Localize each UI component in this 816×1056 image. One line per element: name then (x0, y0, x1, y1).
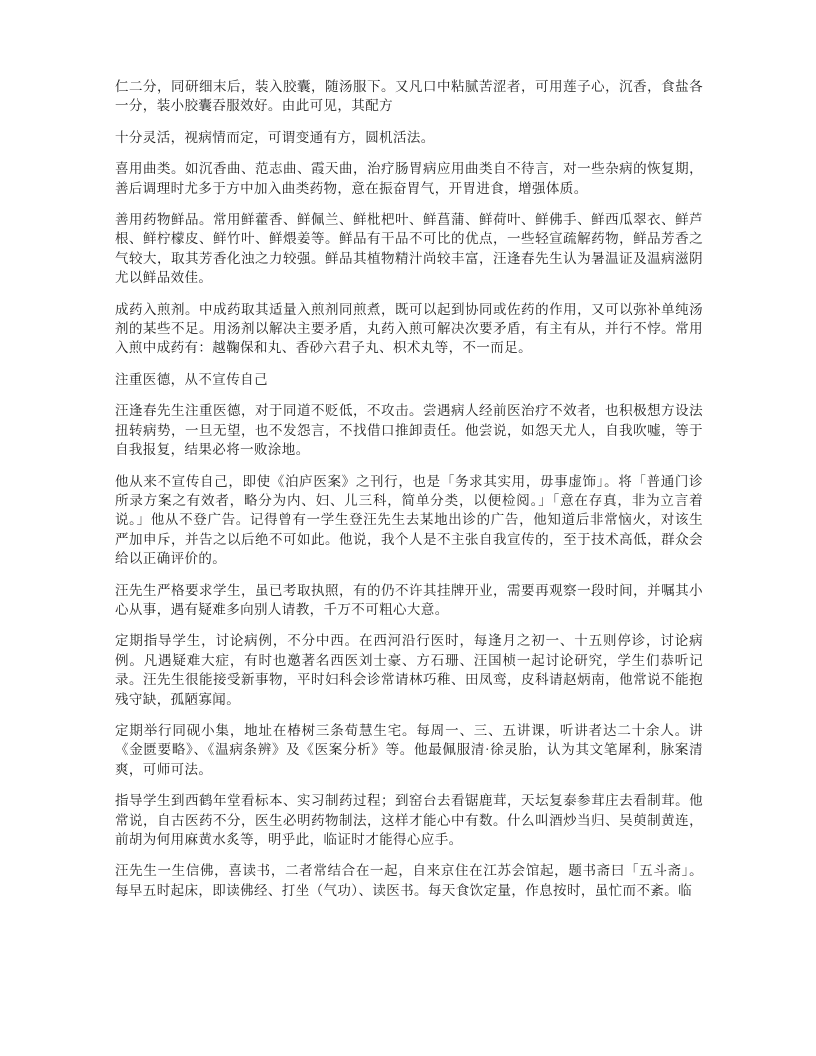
paragraph: 十分灵活，视病情而定，可谓变通有方，圆机活法。 (115, 129, 435, 145)
paragraph-study-group: 定期举行同砚小集，地址在椿树三条荀慧生宅。每周一、三、五讲课，听讲者达二十余人。讲《金匮要略》、《温病条辨》及《医案分析》等。他最佩服清·徐灵胎，认为其文笔犀利，脉案清爽，可师可法。 (115, 722, 703, 777)
paragraph-strict-students: 汪先生严格要求学生，虽已考取执照，有的仍不许其挂牌开业，需要再观察一段时间，并嘱其小心从事，遇有疑难多向别人请教，千万不可粗心大意。 (115, 582, 703, 617)
paragraph-cheng-yao: 成药入煎剂。中成药取其适量入煎剂同煎煮，既可以起到协同或佐药的作用，又可以弥补单纯汤剂的某些不足。用汤剂以解决主要矛盾，丸药入煎可解决次要矛盾，有主有从，并行不悖。常用入煎中成药有：越鞠保和丸、香砂六君子丸、枳术丸等，不一而足。 (115, 301, 703, 356)
paragraph-buddhism-reading: 汪先生一生信佛，喜读书，二者常结合在一起，自来京住在江苏会馆起，题书斋曰「五斗斋」。每早五时起床，即读佛经、打坐（气功）、读医书。每天食饮定量，作息按时，虽忙而不紊。临 (115, 863, 703, 898)
paragraph-yi-de: 汪逢春先生注重医德，对于同道不贬低，不攻击。尝遇病人经前医治疗不效者，也积极想方设法扭转病势，一旦无望，也不发怨言，不找借口推卸责任。他尝说，如怨天尤人，自我吹嘘，等于自我报复，结果必将一败涂地。 (115, 403, 703, 458)
paragraph-no-self-promotion: 他从来不宣传自己，即使《泊庐医案》之刊行，也是「务求其实用，毋事虚饰」。将「普通门诊所录方案之有效者，略分为内、妇、儿三科，简单分类，以便检阅。」「意在存真，非为立言着说。」他从不登广告。记得曾有一学生登汪先生去某地出诊的广告，他知道后非常恼火，对该生严加申斥，并告之以后绝不可如此。他说，我个人是不主张自我宣传的，至于技术高低，群众会给以正确评价的。 (115, 473, 703, 567)
paragraph-qu-lei: 喜用曲类。如沉香曲、范志曲、霞天曲，治疗肠胃病应用曲类自不待言，对一些杂病的恢复期，善后调理时尤多于方中加入曲类药物，意在振奋胃气，开胃进食，增强体质。 (115, 161, 703, 196)
document-body (115, 77, 703, 912)
paragraph-continuation: 仁二分，同研细末后，装入胶囊，随汤服下。又凡口中粘腻苦涩者，可用莲子心，沉香，食盐各一分，装小胶囊吞服效好。由此可见，其配方 (115, 79, 703, 114)
paragraph-xian-pin: 善用药物鲜品。常用鲜藿香、鲜佩兰、鲜枇杷叶、鲜菖蒲、鲜荷叶、鲜佛手、鲜西瓜翠衣、鲜芦根、鲜柠檬皮、鲜竹叶、鲜煨姜等。鲜品有干品不可比的优点，一些轻宣疏解药物，鲜品芳香之气较大，取其芳香化浊之力较强。鲜品其植物精汁尚较丰富，汪逢春先生认为暑温证及温病滋阴尤以鲜品效佳。 (115, 212, 703, 286)
paragraph-case-discussion: 定期指导学生，讨论病例，不分中西。在西河沿行医时，每逢月之初一、十五则停诊，讨论病例。凡遇疑难大症，有时也邀著名西医刘士豪、方石珊、汪国桢一起讨论研究，学生们恭听记录。汪先生很能接受新事物，平时妇科会诊常请林巧稚、田凤鸾，皮科请赵炳南，他常说不能抱残守缺，孤陋寡闻。 (115, 633, 703, 707)
paragraph-pharmacy-practice: 指导学生到西鹤年堂看标本、实习制药过程；到窑台去看锯鹿茸，天坛复泰参茸庄去看制茸。他常说，自古医药不分，医生必明药物制法，这样才能心中有数。什么叫酒炒当归、吴萸制黄连，前胡为何用麻黄水炙等，明乎此，临证时才能得心应手。 (115, 793, 703, 847)
section-heading: 注重医德，从不宣传自己 (115, 371, 268, 387)
